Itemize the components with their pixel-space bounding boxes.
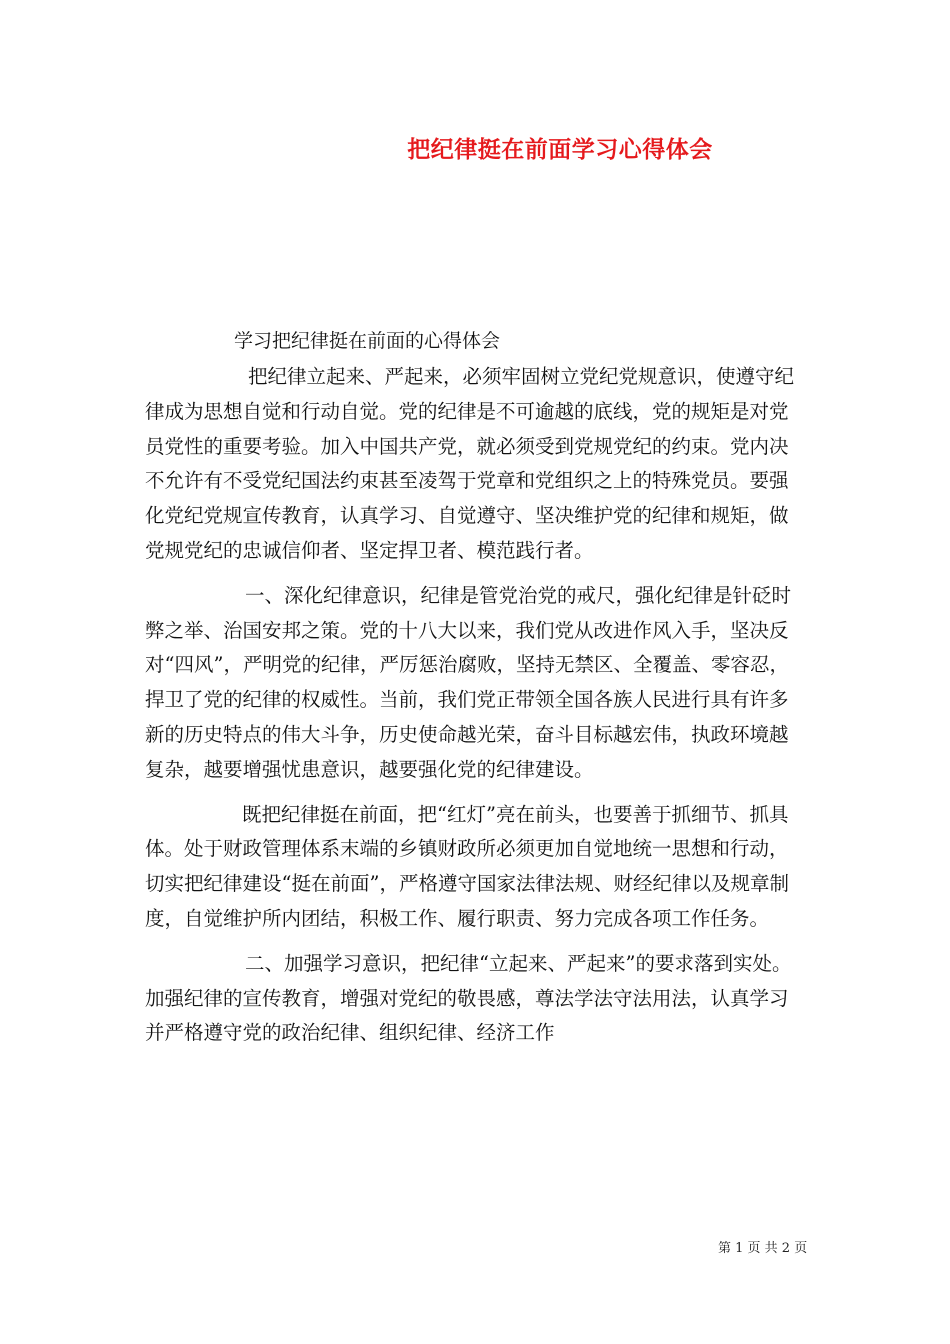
paragraph-section-one: 一、深化纪律意识，纪律是管党治党的戒尺，强化纪律是针砭时弊之举、治国安邦之策。党的十八大以来，我们党从改进作风入手，坚决反对“四风”，严明党的纪律，严厉惩治腐败，坚持无禁区、全覆盖、零容忍，捍卫了党的纪律的权威性。当前，我们党正带领全国各族人民进行具有许多新的历史特点的伟大斗争，历史使命越光荣，奋斗目标越宏伟，执政环境越复杂，越要增强忧患意识，越要强化党的纪律建设。 bbox=[145, 583, 792, 781]
document-title: 把纪律挺在前面学习心得体会 bbox=[407, 136, 713, 163]
paragraph-section-two: 二、加强学习意识，把纪律“立起来、严起来”的要求落到实处。加强纪律的宣传教育，增强对党纪的敬畏感，尊法学法守法用法，认真学习并严格遵守党的政治纪律、组织纪律、经济工作 bbox=[145, 951, 792, 1045]
document-subtitle: 学习把纪律挺在前面的心得体会 bbox=[234, 330, 501, 352]
paragraph-intro: 把纪律立起来、严起来，必须牢固树立党纪党规意识，使遵守纪律成为思想自觉和行动自觉。党的纪律是不可逾越的底线，党的规矩是对党员党性的重要考验。加入中国共产党，就必须受到党规党纪的约束。党内决不允许有不受党纪国法约束甚至凌驾于党章和党组织之上的特殊党员。要强化党纪党规宣传教育，认真学习、自觉遵守、坚决维护党的纪律和规矩，做党规党纪的忠诚信仰者、坚定捍卫者、模范践行者。 bbox=[145, 365, 795, 562]
paragraph-red-light: 既把纪律挺在前面，把“红灯”亮在前头，也要善于抓细节、抓具体。处于财政管理体系末端的乡镇财政所必须更加自觉地统一思想和行动，切实把纪律建设“挺在前面”，严格遵守国家法律法规、财经纪律以及规章制度，自觉维护所内团结，积极工作、履行职责、努力完成各项工作任务。 bbox=[145, 802, 789, 930]
document-body bbox=[145, 360, 807, 1051]
page-number: 第 1 页 共 2 页 bbox=[718, 1241, 808, 1256]
